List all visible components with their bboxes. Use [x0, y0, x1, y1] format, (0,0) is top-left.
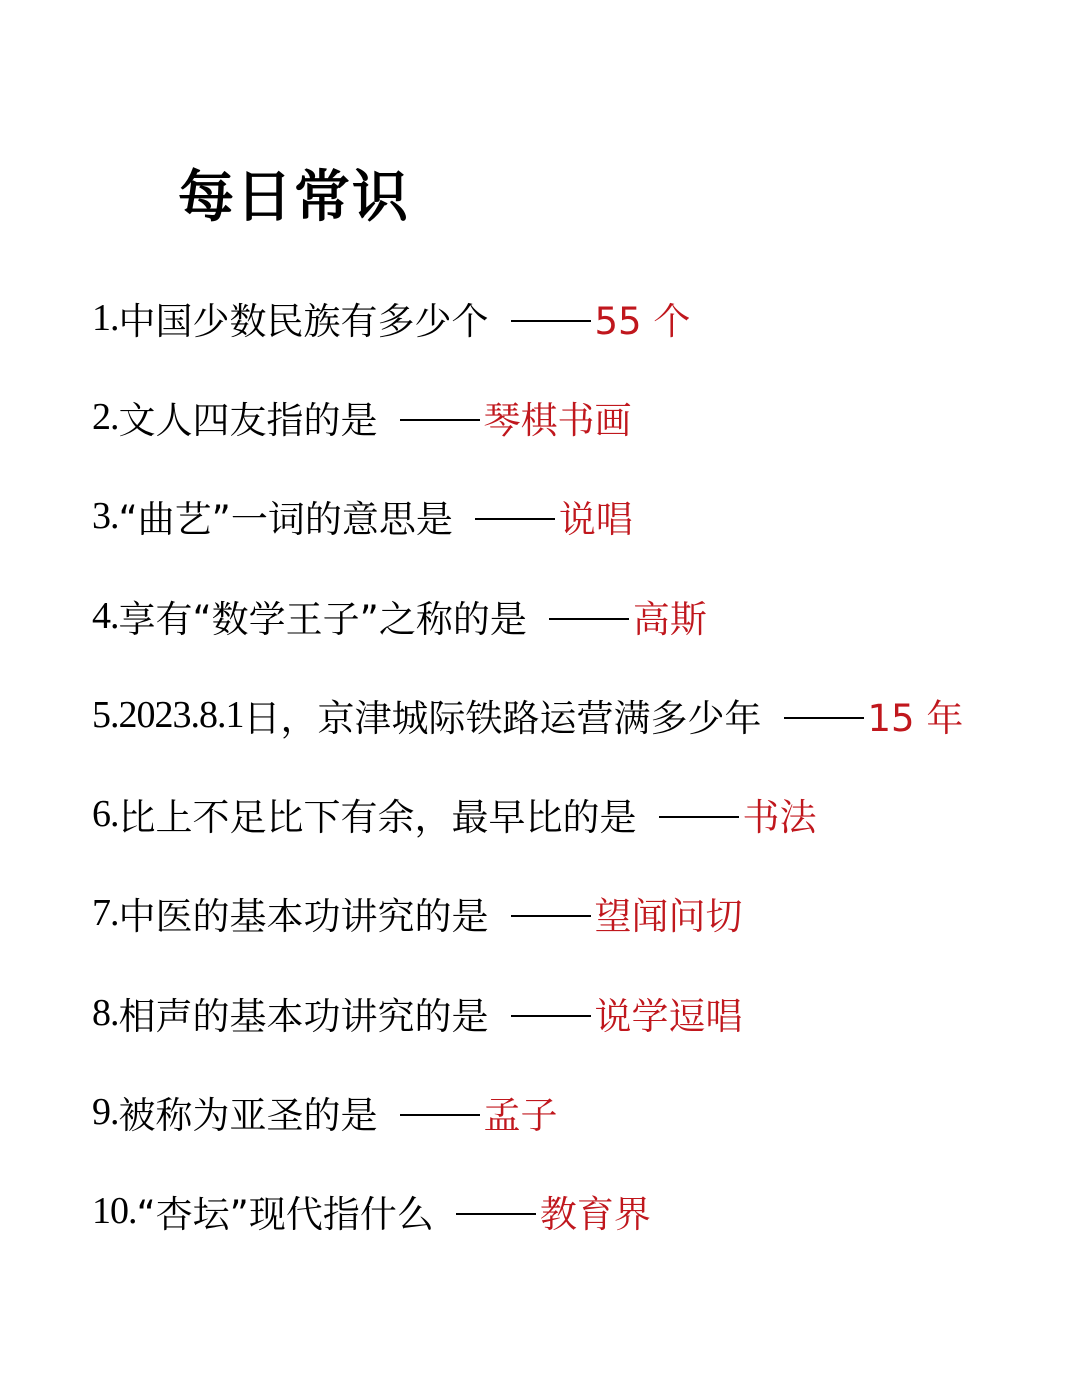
item-question: 被称为亚圣的是 [118, 1094, 378, 1138]
item-answer: 说学逗唱 [594, 994, 743, 1038]
item-number: 4. [92, 594, 119, 637]
list-item [92, 268, 1052, 367]
item-number: 8. [92, 991, 119, 1034]
list-item [92, 1062, 1052, 1161]
item-number: 5.2023.8.1 [92, 693, 244, 736]
list-item [92, 566, 1052, 665]
item-number: 9. [92, 1091, 119, 1134]
page-title: 每日常识 [178, 165, 410, 230]
dash-divider [456, 1213, 536, 1215]
item-question: “曲艺”一词的意思是 [118, 498, 453, 542]
item-question: 文人四友指的是 [118, 398, 378, 442]
dash-divider [400, 419, 480, 421]
item-number: 10. [92, 1190, 137, 1233]
item-answer: 说唱 [558, 498, 633, 542]
item-question: 中国少数民族有多少个 [118, 299, 489, 343]
list-item [92, 467, 1052, 566]
item-number: 3. [92, 495, 119, 538]
item-number: 7. [92, 892, 119, 935]
item-answer: 琴棋书画 [483, 398, 632, 442]
list-item [92, 367, 1052, 466]
item-answer: 孟子 [483, 1094, 558, 1138]
dash-divider [511, 1015, 591, 1017]
item-answer: 55 个 [594, 299, 691, 343]
list-item [92, 764, 1052, 863]
item-answer: 望闻问切 [594, 895, 743, 939]
list-item [92, 665, 1052, 764]
item-question: 日，京津城际铁路运营满多少年 [243, 696, 762, 740]
item-answer: 15 年 [867, 696, 964, 740]
item-number: 2. [92, 395, 119, 438]
list-item [92, 1162, 1052, 1261]
dash-divider [549, 618, 629, 620]
item-question: 中医的基本功讲究的是 [118, 895, 489, 939]
dash-divider [784, 717, 864, 719]
dash-divider [511, 320, 591, 322]
dash-divider [511, 915, 591, 917]
item-question: “杏坛”现代指什么 [136, 1193, 434, 1237]
dash-divider [475, 518, 555, 520]
qa-list [92, 268, 1052, 1261]
item-number: 1. [92, 296, 119, 339]
list-item [92, 963, 1052, 1062]
item-answer: 高斯 [632, 597, 707, 641]
list-item [92, 864, 1052, 963]
item-question: 相声的基本功讲究的是 [118, 994, 489, 1038]
item-question: 享有“数学王子”之称的是 [118, 597, 527, 641]
item-number: 6. [92, 793, 119, 836]
dash-divider [659, 816, 739, 818]
dash-divider [400, 1114, 480, 1116]
item-answer: 教育界 [539, 1193, 651, 1237]
item-question: 比上不足比下有余，最早比的是 [118, 796, 637, 840]
item-answer: 书法 [742, 796, 817, 840]
